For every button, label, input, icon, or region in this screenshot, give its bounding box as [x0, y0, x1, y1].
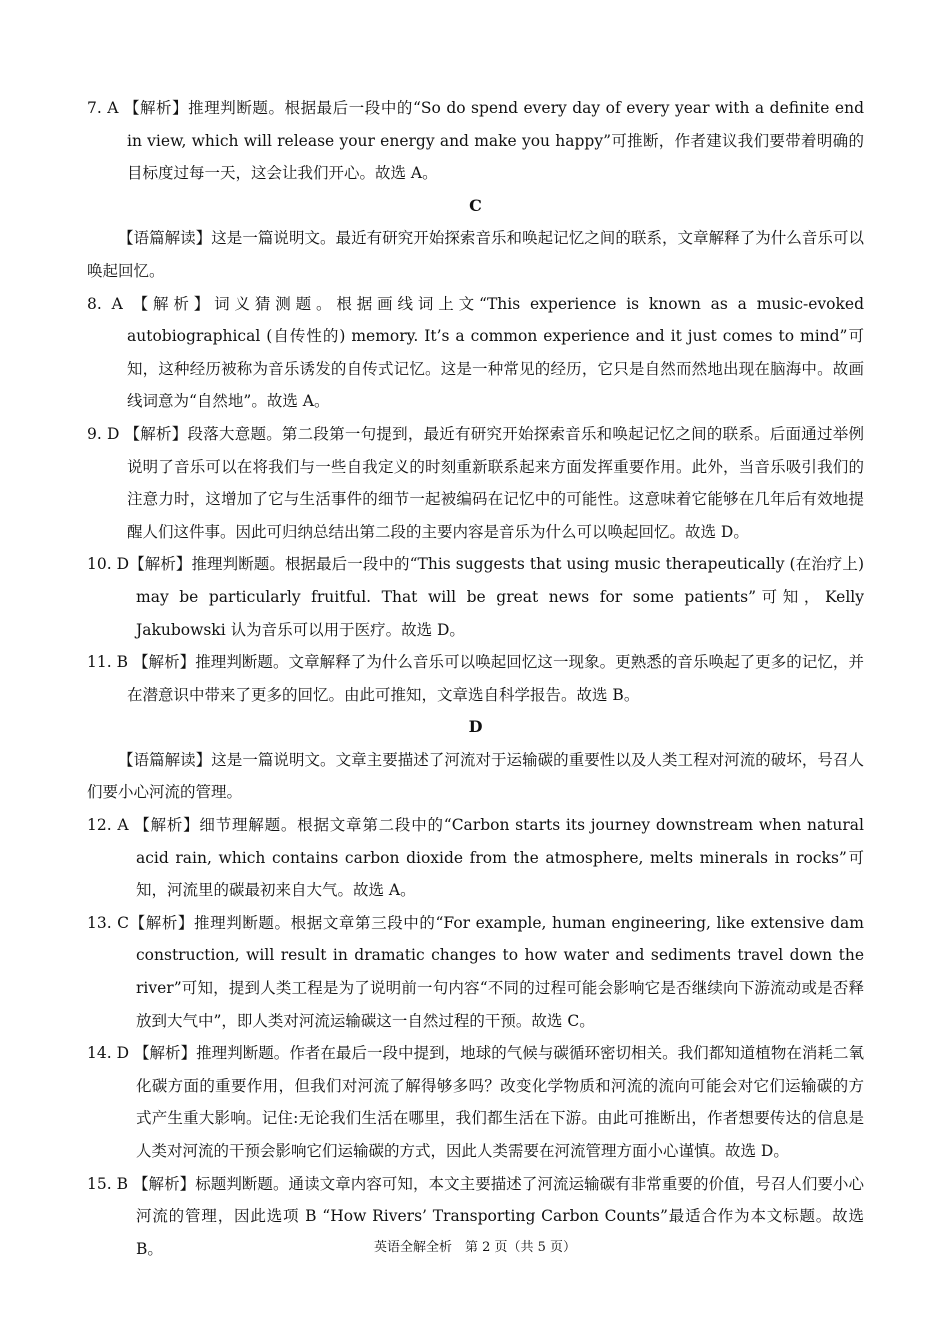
section-heading-d: D [468, 717, 483, 737]
passage-intro-d: 【语篇解读】这是一篇说明文。文章主要描述了河流对于运输碳的重要性以及人类工程对河流的破坏，号召人们要小心河流的管理。 [87, 750, 864, 802]
answer-11: 11. B 【解析】推理判断题。文章解释了为什么音乐可以唤起回忆这一现象。更熟悉的音乐唤起了更多的记忆，并在潜意识中带来了更多的回忆。由此可推知，文章选自科学报告。故选 B。 [87, 653, 864, 704]
answer-9: 9. D 【解析】段落大意题。第二段第一句提到，最近有研究开始探索音乐和唤起记忆之间的联系。后面通过举例说明了音乐可以在将我们与一些自我定义的时刻重新联系起来方面发挥重要作用。此外，当音乐吸引我们的注意力时，这增加了它与生活事件的细节一起被编码在记忆中的可能性。这意味着它能够在几年后有效地提醒人们这件事。因此可归纳总结出第二段的主要内容是音乐为什么可以唤起回忆。故选 D。 [87, 424, 864, 541]
page-footer: 英语全解全析 第 2 页（共 5 页） [373, 1240, 577, 1255]
answer-7: 7. A 【解析】推理判断题。根据最后一段中的“So do spend every day of every year with a definite end in view, which will release your energy and make you happy”可推断，作者建议我们要带着明确的目标度过每一天，这会让我们开心。故选 A。 [87, 99, 864, 183]
section-heading-c: C [469, 195, 482, 215]
answer-8: 8. A 【解析】词义猜测题。根据画线词上文“This experience is known as a music-evoked autobiographical (自传性的) memory. It’s a common experience and it just comes to mind”可知，这种经历被称为音乐诱发的自传式记忆。这是一种常见的经历，它只是自然而然地出现在脑海中。故画线词意为“自然地”。故选 A。 [87, 294, 864, 411]
answer-13: 13. C【解析】推理判断题。根据文章第三段中的“For example, human engineering, like extensive dam construction, will result in dramatic changes to how water and sediments travel down the river”可知，提到人类工程是为了说明前一句内容“不同的过程可能会影响它是否继续向下游流动或是否释放到大气中”，即人类对河流运输碳这一自然过程的干预。故选 C。 [87, 913, 864, 1030]
answer-10: 10. D【解析】推理判断题。根据最后一段中的“This suggests that using music therapeutically (在治疗上) may be particularly fruitful. That will be great news for some patients”可知，Kelly Jakubowski 认为音乐可以用于医疗。故选 D。 [87, 555, 864, 639]
passage-intro-c: 【语篇解读】这是一篇说明文。最近有研究开始探索音乐和唤起记忆之间的联系，文章解释了为什么音乐可以唤起回忆。 [87, 229, 864, 280]
answer-12: 12. A 【解析】细节理解题。根据文章第二段中的“Carbon starts its journey downstream when natural acid rain, which contains carbon dioxide from the atmosphere, melts minerals in rocks”可知，河流里的碳最初来自大气。故选 A。 [87, 816, 864, 900]
answer-explanations [87, 92, 864, 1265]
answer-15: 15. B 【解析】标题判断题。通读文章内容可知，本文主要描述了河流运输碳有非常重要的价值，号召人们要小心河流的管理，因此选项 B “How Rivers’ Transporting Carbon Counts”最适合作为本文标题。故选 B。 [87, 1174, 864, 1258]
answer-14: 14. D 【解析】推理判断题。作者在最后一段中提到，地球的气候与碳循环密切相关。我们都知道植物在消耗二氧化碳方面的重要作用，但我们对河流了解得够多吗？改变化学物质和河流的流向可能会对它们运输碳的方式产生重大影响。记住:无论我们生活在哪里，我们都生活在下游。由此可推断出，作者想要传达的信息是人类对河流的干预会影响它们运输碳的方式，因此人类需要在河流管理方面小心谨慎。故选 D。 [87, 1044, 864, 1160]
